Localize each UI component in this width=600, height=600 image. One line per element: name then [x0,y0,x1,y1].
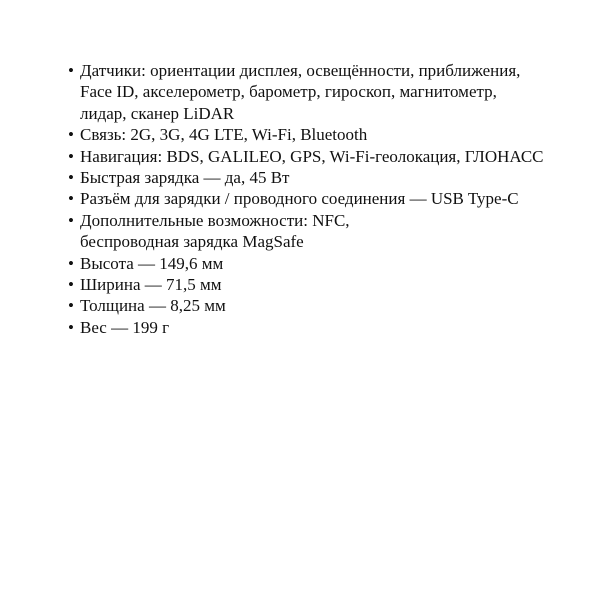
spec-line: Разъём для зарядки / проводного соединения — USB Type-C [80,189,519,209]
spec-line: Датчики: ориентации дисплея, освещённости, приближения, [80,61,521,80]
spec-item-connectivity [68,124,596,145]
bullet: • [68,168,74,188]
spec-line: Ширина — 71,5 мм [80,275,222,295]
spec-item-sensors [68,60,596,124]
spec-line: Вес — 199 г [80,317,170,337]
bullet: • [68,253,74,273]
spec-item-weight [68,317,596,338]
spec-item-fast-charging [68,167,596,188]
bullet: • [68,317,74,337]
spec-line: Связь: 2G, 3G, 4G LTE, Wi-Fi, Bluetooth [80,125,368,145]
spec-item-navigation [68,146,596,167]
bullet: • [68,125,74,145]
spec-item-charging-port [68,188,596,209]
spec-line: Навигация: BDS, GALILEO, GPS, Wi-Fi-геолокация, ГЛОНАСС [80,146,544,166]
bullet: • [68,296,74,316]
spec-item-height [68,253,596,274]
spec-item-extra-features [68,210,596,253]
spec-line: Высота — 149,6 мм [80,253,224,273]
spec-list [68,60,596,338]
bullet: • [68,210,74,230]
bullet: • [68,146,74,166]
spec-item-thickness [68,295,596,316]
bullet: • [68,275,74,295]
spec-line: Дополнительные возможности: NFC, [80,210,350,230]
bullet: • [68,61,74,80]
spec-line: Быстрая зарядка — да, 45 Вт [80,168,290,188]
spec-line: Толщина — 8,25 мм [80,296,226,316]
spec-line: Face ID, акселерометр, барометр, гироскоп, магнитометр, [80,82,497,102]
spec-item-width [68,274,596,295]
spec-line: беспроводная зарядка MagSafe [80,232,304,252]
bullet: • [68,189,74,209]
spec-line: лидар, сканер LiDAR [80,103,235,123]
